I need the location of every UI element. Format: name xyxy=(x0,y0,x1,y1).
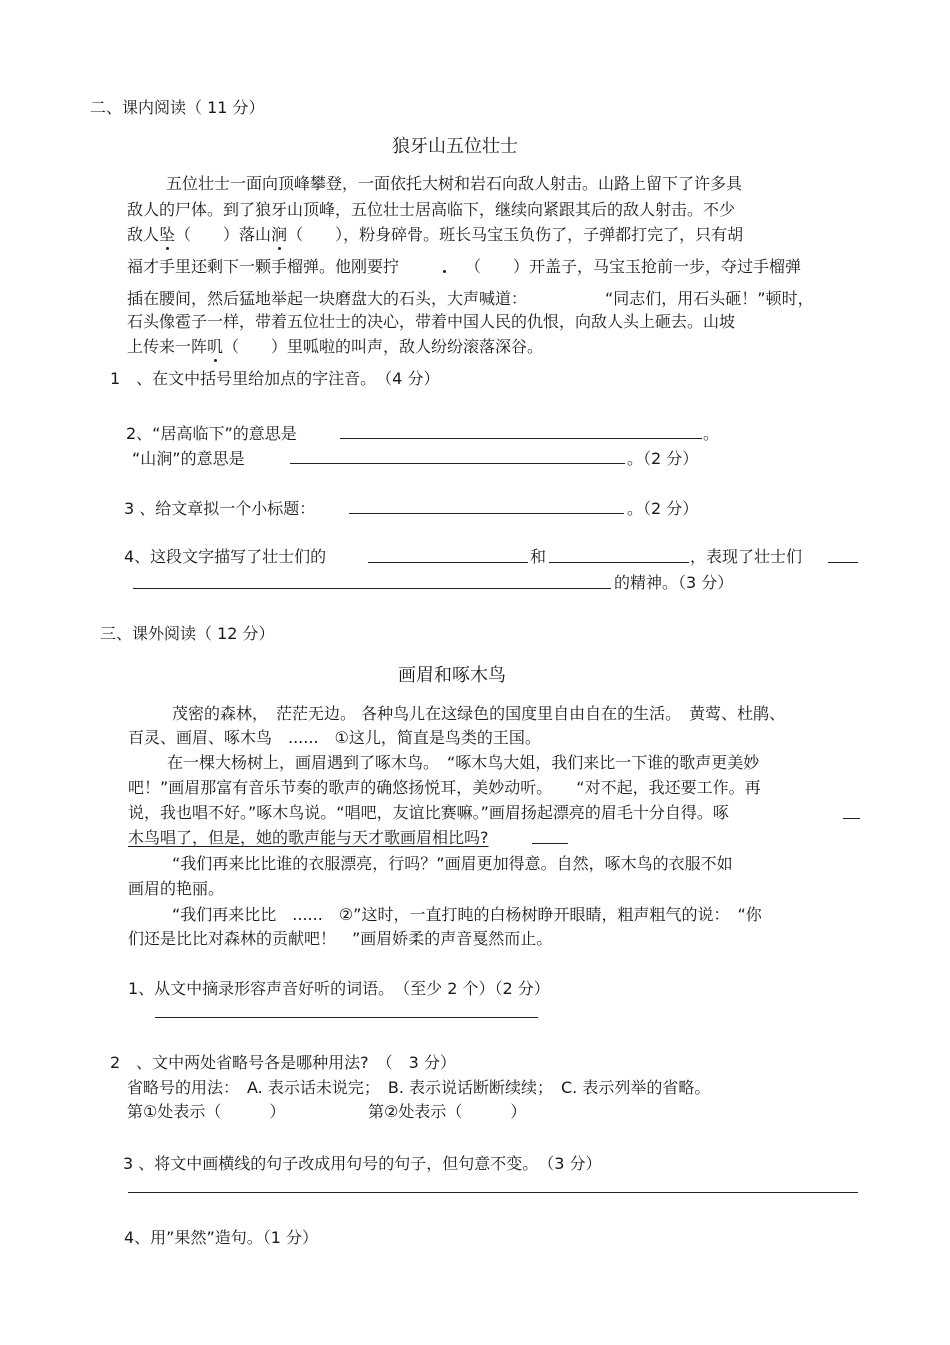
passage1-line xyxy=(127,222,743,245)
question-4-end: 的精神。（3 分） xyxy=(614,573,734,592)
section2-heading: 二、课内阅读（ 11 分） xyxy=(90,98,265,117)
question-2a: 2、“居高临下”的意思是 xyxy=(126,424,297,443)
question-4a: 4、这段文字描写了壮士们的 xyxy=(124,547,327,566)
passage2-line: 们还是比比对森林的贡献吧！ ”画眉娇柔的声音戛然而止。 xyxy=(128,929,553,948)
s3-question-2-part1: 第①处表示（ ） xyxy=(127,1102,286,1121)
underline-segment xyxy=(843,818,860,819)
question-3-end: 。（2 分） xyxy=(627,499,699,518)
passage2-line: “我们再来比比 ...... ②”这时，一直打盹的白杨树睁开眼睛，粗声粗气的说： “你 xyxy=(172,905,762,924)
dotted-char: 涧 xyxy=(271,222,287,245)
section3-title: 画眉和啄木鸟 xyxy=(398,665,506,686)
answer-line[interactable] xyxy=(290,463,625,464)
answer-line[interactable] xyxy=(828,562,858,563)
question-3: 3 、给文章拟一个小标题： xyxy=(124,499,316,518)
passage1-line: 石头像雹子一样，带着五位壮士的决心，带着中国人民的仇恨，向敌人头上砸去。山坡 xyxy=(127,312,736,331)
passage-text: （ ），粉身碎骨。班长马宝玉负伤了，子弹都打完了，只有胡 xyxy=(287,225,744,244)
question-4-and: 和 xyxy=(530,547,547,566)
passage2-line: 百灵、画眉、啄木鸟 ...... ①这儿，简直是鸟类的王国。 xyxy=(128,728,541,747)
s3-question-2: 2 、文中两处省略号各是哪种用法? （ 3 分） xyxy=(110,1053,456,1072)
question-2b-end: 。（2 分） xyxy=(627,449,699,468)
passage1-line: 五位壮士一面向顶峰攀登，一面依托大树和岩石向敌人射击。山路上留下了许多具 xyxy=(166,174,743,193)
question-2a-end: 。 xyxy=(703,424,720,443)
question-4b: ，表现了壮士们 xyxy=(690,547,803,566)
s3-question-2-usage: 省略号的用法： A. 表示话未说完； B. 表示说话断断续续； C. 表示列举的省略。 xyxy=(127,1078,711,1097)
answer-line[interactable] xyxy=(133,588,611,589)
passage1-line: “同志们，用石头砸！”顿时， xyxy=(605,289,814,308)
passage2-line: 画眉的艳丽。 xyxy=(128,879,225,898)
underlined-sentence: 木鸟唱了，但是，她的歌声能与天才歌画眉相比吗? xyxy=(128,828,489,847)
answer-line[interactable] xyxy=(128,1192,858,1193)
passage-text: 敌人 xyxy=(127,225,160,244)
dotted-char: 叽 xyxy=(207,334,223,357)
passage1-line: 敌人的尸体。到了狼牙山顶峰，五位壮士居高临下，继续向紧跟其后的敌人射击。不少 xyxy=(127,200,736,219)
passage1-line: （ ）开盖子，马宝玉抢前一步，夺过手榴弹 xyxy=(465,257,802,276)
passage1-line: 福才手里还剩下一颗手榴弹。他刚要拧 xyxy=(127,257,400,276)
answer-line[interactable] xyxy=(155,1017,538,1018)
passage-text: （ ）落山 xyxy=(175,225,272,244)
answer-line[interactable] xyxy=(349,513,624,514)
section2-title: 狼牙山五位壮士 xyxy=(392,136,518,157)
underline-segment xyxy=(532,843,568,844)
passage2-line: 在一棵大杨树上，画眉遇到了啄木鸟。 “啄木鸟大姐，我们来比一下谁的歌声更美妙 xyxy=(167,753,760,772)
answer-line[interactable] xyxy=(549,562,689,563)
question-1: 1 、在文中括号里给加点的字注音。 （4 分） xyxy=(110,369,440,388)
passage1-line: 插在腰间，然后猛地举起一块磨盘大的石头，大声喊道： xyxy=(127,289,528,308)
passage1-line xyxy=(127,334,543,357)
passage-text: 上传来一阵 xyxy=(127,337,208,356)
passage2-line: 茂密的森林， 茫茫无边。 各种鸟儿在这绿色的国度里自由自在的生活。 黄莺、杜鹃、 xyxy=(172,704,786,723)
s3-question-3: 3 、将文中画横线的句子改成用句号的句子，但句意不变。 （3 分） xyxy=(123,1154,602,1173)
dot-mark xyxy=(443,270,446,273)
passage2-line: “我们再来比比谁的衣服漂亮，行吗？”画眉更加得意。自然，啄木鸟的衣服不如 xyxy=(172,854,733,873)
passage2-line: 吧！”画眉那富有音乐节奏的歌声的确悠扬悦耳，美妙动听。 “对不起，我还要工作。再 xyxy=(128,778,761,797)
answer-line[interactable] xyxy=(368,562,528,563)
s3-question-4: 4、用”果然”造句。（1 分） xyxy=(124,1228,319,1247)
answer-line[interactable] xyxy=(340,438,702,439)
passage-text: （ ）里呱啦的叫声，敌人纷纷滚落深谷。 xyxy=(223,337,544,356)
section3-heading: 三、课外阅读（ 12 分） xyxy=(100,624,275,643)
s3-question-2-part2: 第②处表示（ ） xyxy=(368,1102,527,1121)
s3-question-1: 1、从文中摘录形容声音好听的词语。 （至少 2 个）（2 分） xyxy=(128,979,550,998)
passage2-line: 说，我也唱不好。”啄木鸟说。“唱吧，友谊比赛嘛。”画眉扬起漂亮的眉毛十分自得。啄 xyxy=(128,803,729,822)
question-2b: “山涧”的意思是 xyxy=(132,449,245,468)
dotted-char: 坠 xyxy=(159,222,175,245)
